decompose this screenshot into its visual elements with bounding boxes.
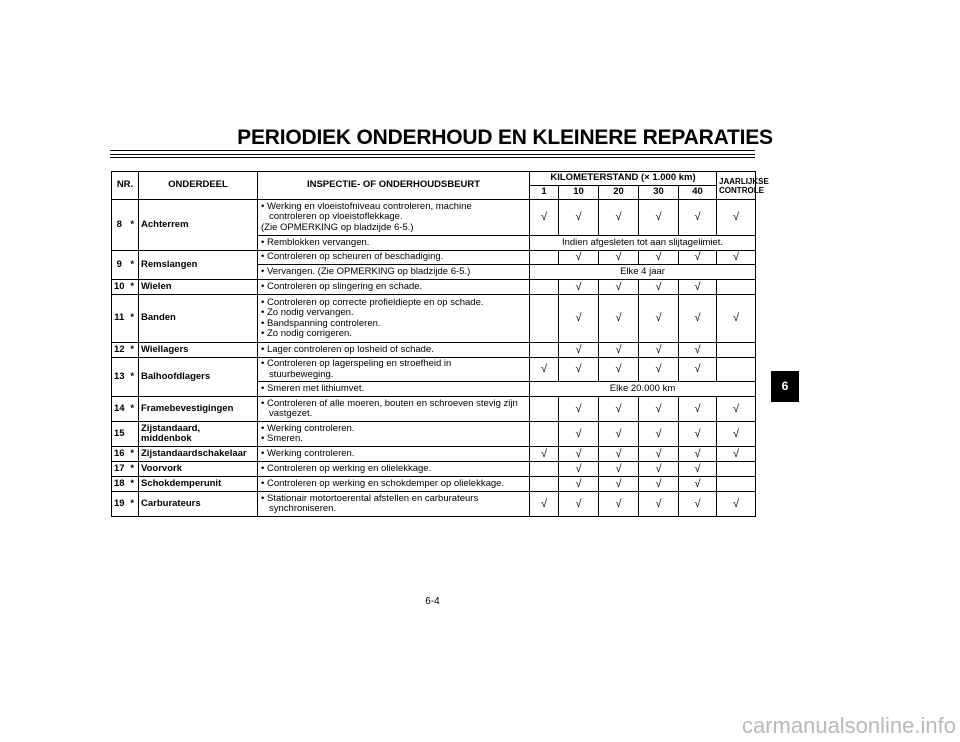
check-mark: √ xyxy=(679,447,717,462)
table-row xyxy=(112,200,756,236)
check-mark: √ xyxy=(679,251,717,265)
check-mark: √ xyxy=(559,447,599,462)
check-mark: √ xyxy=(599,358,639,382)
check-mark: √ xyxy=(599,477,639,492)
maintenance-table xyxy=(111,171,769,517)
check-mark: √ xyxy=(530,492,559,517)
check-mark: √ xyxy=(559,477,599,492)
empty-cell xyxy=(717,358,756,382)
row-part: Balhoofdlagers xyxy=(139,358,258,397)
check-mark: √ xyxy=(717,200,756,236)
header-annual-line1: JAARLIJKSE xyxy=(719,176,769,186)
row-number: 15 xyxy=(112,422,127,447)
check-mark: √ xyxy=(679,358,717,382)
empty-cell xyxy=(530,295,559,343)
row-inspection: • Werking controleren. xyxy=(258,447,530,462)
page-number: 6-4 xyxy=(425,596,440,607)
check-mark: √ xyxy=(679,295,717,343)
check-mark: √ xyxy=(639,447,679,462)
empty-cell xyxy=(717,462,756,477)
row-part: Remslangen xyxy=(139,251,258,280)
row-star: * xyxy=(127,280,139,295)
header-km-col: 30 xyxy=(639,186,679,200)
empty-cell xyxy=(717,280,756,295)
inspection-line: • Controleren of alle moeren, bouten en schroeven stevig zijn xyxy=(261,397,518,409)
check-mark: √ xyxy=(599,462,639,477)
row-star: * xyxy=(127,343,139,358)
row-part: Schokdemperunit xyxy=(139,477,258,492)
check-mark: √ xyxy=(559,358,599,382)
check-mark: √ xyxy=(599,447,639,462)
row-part xyxy=(139,422,258,447)
row-star: * xyxy=(127,200,139,251)
header-inspection: INSPECTIE- OF ONDERHOUDSBEURT xyxy=(258,172,530,200)
empty-cell xyxy=(530,462,559,477)
inspection-line: • Zo nodig corrigeren. xyxy=(261,328,352,339)
row-inspection: • Remblokken vervangen. xyxy=(258,236,530,251)
header-annual xyxy=(717,172,769,200)
row-inspection: • Controleren op werking en olielekkage. xyxy=(258,462,530,477)
check-mark: √ xyxy=(639,397,679,422)
part-line: Zijstandaard, xyxy=(141,422,201,434)
row-number: 17 xyxy=(112,462,127,477)
check-mark: √ xyxy=(599,200,639,236)
check-mark: √ xyxy=(639,280,679,295)
check-mark: √ xyxy=(559,462,599,477)
inspection-line: • Smeren. xyxy=(261,433,303,444)
check-mark: √ xyxy=(530,200,559,236)
page-title: PERIODIEK ONDERHOUD EN KLEINERE REPARATIES xyxy=(237,126,773,149)
check-mark: √ xyxy=(559,295,599,343)
inspection-line: • Zo nodig vervangen. xyxy=(261,307,354,318)
check-mark: √ xyxy=(717,422,756,447)
check-mark: √ xyxy=(679,477,717,492)
section-tab: 6 xyxy=(771,371,799,402)
inspection-line: controleren op vloeistoflekkage. xyxy=(269,211,403,223)
inspection-line: (Zie OPMERKING op bladzijde 6-5.) xyxy=(261,221,414,233)
inspection-line: synchroniseren. xyxy=(269,503,337,514)
title-rule xyxy=(110,150,755,151)
watermark: carmanualsonline.info xyxy=(741,713,956,738)
header-km: KILOMETERSTAND (× 1.000 km) xyxy=(530,172,717,186)
check-mark: √ xyxy=(639,343,679,358)
inspection-line: • Stationair motortoerental afstellen en carburateurs xyxy=(261,492,479,504)
row-number: 10 xyxy=(112,280,127,295)
row-inspection xyxy=(258,295,530,343)
check-mark: √ xyxy=(717,447,756,462)
check-mark: √ xyxy=(599,397,639,422)
row-part: Voorvork xyxy=(139,462,258,477)
row-part: Zijstandaardschakelaar xyxy=(139,447,258,462)
check-mark: √ xyxy=(599,492,639,517)
table-row xyxy=(112,251,756,265)
row-part: Framebevestigingen xyxy=(139,397,258,422)
row-part: Banden xyxy=(139,295,258,343)
row-star: * xyxy=(127,447,139,462)
inspection-line: • Bandspanning controleren. xyxy=(261,317,381,329)
header-km-col: 1 xyxy=(530,186,559,200)
row-star xyxy=(127,422,139,447)
table-row xyxy=(112,422,756,447)
inspection-line: vastgezet. xyxy=(269,408,313,419)
row-part: Achterrem xyxy=(139,200,258,251)
table-row xyxy=(112,397,756,422)
row-part: Wielen xyxy=(139,280,258,295)
check-mark: √ xyxy=(559,280,599,295)
row-number: 19 xyxy=(112,492,127,517)
empty-cell xyxy=(530,397,559,422)
row-part: Carburateurs xyxy=(139,492,258,517)
row-star: * xyxy=(127,358,139,397)
inspection-line: • Werking en vloeistofniveau controleren, machine xyxy=(261,200,472,212)
row-star: * xyxy=(127,462,139,477)
check-mark: √ xyxy=(530,447,559,462)
row-number: 12 xyxy=(112,343,127,358)
row-star: * xyxy=(127,295,139,343)
check-mark: √ xyxy=(559,492,599,517)
inspection-line: • Controleren op correcte profieldiepte en op schade. xyxy=(261,296,484,308)
empty-cell xyxy=(717,477,756,492)
inspection-line: • Controleren op lagerspeling en stroefheid in xyxy=(261,358,452,369)
check-mark: √ xyxy=(559,251,599,265)
table-row xyxy=(112,477,756,492)
table-row xyxy=(112,358,756,382)
check-mark: √ xyxy=(717,295,756,343)
check-mark: √ xyxy=(599,280,639,295)
empty-cell xyxy=(530,422,559,447)
row-inspection xyxy=(258,358,530,382)
check-mark: √ xyxy=(717,251,756,265)
check-mark: √ xyxy=(530,358,559,382)
inspection-line: stuurbeweging. xyxy=(269,368,334,380)
check-mark: √ xyxy=(679,280,717,295)
check-mark: √ xyxy=(717,492,756,517)
row-number: 8 xyxy=(112,200,127,251)
check-mark: √ xyxy=(717,397,756,422)
row-inspection xyxy=(258,200,530,236)
row-inspection: • Lager controleren op losheid of schade. xyxy=(258,343,530,358)
check-mark: √ xyxy=(559,397,599,422)
inspection-line: • Werking controleren. xyxy=(261,422,355,434)
header-part: ONDERDEEL xyxy=(139,172,258,200)
empty-cell xyxy=(530,251,559,265)
check-mark: √ xyxy=(679,422,717,447)
header-km-col: 40 xyxy=(679,186,717,200)
row-star: * xyxy=(127,477,139,492)
check-mark: √ xyxy=(639,422,679,447)
header-km-col: 20 xyxy=(599,186,639,200)
table-row xyxy=(112,492,756,517)
header-nr: NR. xyxy=(112,172,139,200)
check-mark: √ xyxy=(559,422,599,447)
check-mark: √ xyxy=(599,422,639,447)
row-star: * xyxy=(127,492,139,517)
row-inspection: • Vervangen. (Zie OPMERKING op bladzijde 6-5.) xyxy=(258,265,530,280)
row-number: 13 xyxy=(112,358,127,397)
check-mark: √ xyxy=(679,343,717,358)
row-inspection: • Controleren op scheuren of beschadiging. xyxy=(258,251,530,265)
check-mark: √ xyxy=(639,492,679,517)
title-rule xyxy=(110,154,755,155)
merged-interval: Elke 20.000 km xyxy=(530,382,756,397)
check-mark: √ xyxy=(639,477,679,492)
title-rule xyxy=(110,157,755,158)
check-mark: √ xyxy=(559,343,599,358)
row-inspection: • Controleren op slingering en schade. xyxy=(258,280,530,295)
empty-cell xyxy=(717,343,756,358)
row-inspection xyxy=(258,492,530,517)
check-mark: √ xyxy=(639,358,679,382)
row-inspection: • Smeren met lithiumvet. xyxy=(258,382,530,397)
check-mark: √ xyxy=(639,200,679,236)
empty-cell xyxy=(530,477,559,492)
header-annual-line2: CONTROLE xyxy=(719,185,764,195)
row-inspection xyxy=(258,397,530,422)
check-mark: √ xyxy=(599,343,639,358)
merged-interval: Indien afgesleten tot aan slijtagelimiet. xyxy=(530,236,756,251)
merged-interval: Elke 4 jaar xyxy=(530,265,756,280)
table-row xyxy=(112,280,756,295)
row-number: 9 xyxy=(112,251,127,280)
table-row xyxy=(112,295,756,343)
table-row xyxy=(112,447,756,462)
check-mark: √ xyxy=(679,397,717,422)
row-number: 11 xyxy=(112,295,127,343)
empty-cell xyxy=(530,280,559,295)
check-mark: √ xyxy=(599,295,639,343)
check-mark: √ xyxy=(679,492,717,517)
check-mark: √ xyxy=(599,251,639,265)
check-mark: √ xyxy=(639,462,679,477)
row-star: * xyxy=(127,397,139,422)
row-number: 14 xyxy=(112,397,127,422)
check-mark: √ xyxy=(639,295,679,343)
row-inspection xyxy=(258,422,530,447)
part-line: middenbok xyxy=(141,433,192,444)
row-number: 18 xyxy=(112,477,127,492)
row-inspection: • Controleren op werking en schokdemper op olielekkage. xyxy=(258,477,530,492)
check-mark: √ xyxy=(639,251,679,265)
header-km-col: 10 xyxy=(559,186,599,200)
empty-cell xyxy=(530,343,559,358)
row-star: * xyxy=(127,251,139,280)
check-mark: √ xyxy=(559,200,599,236)
table-row xyxy=(112,343,756,358)
check-mark: √ xyxy=(679,462,717,477)
row-number: 16 xyxy=(112,447,127,462)
table-row xyxy=(112,462,756,477)
check-mark: √ xyxy=(679,200,717,236)
row-part: Wiellagers xyxy=(139,343,258,358)
